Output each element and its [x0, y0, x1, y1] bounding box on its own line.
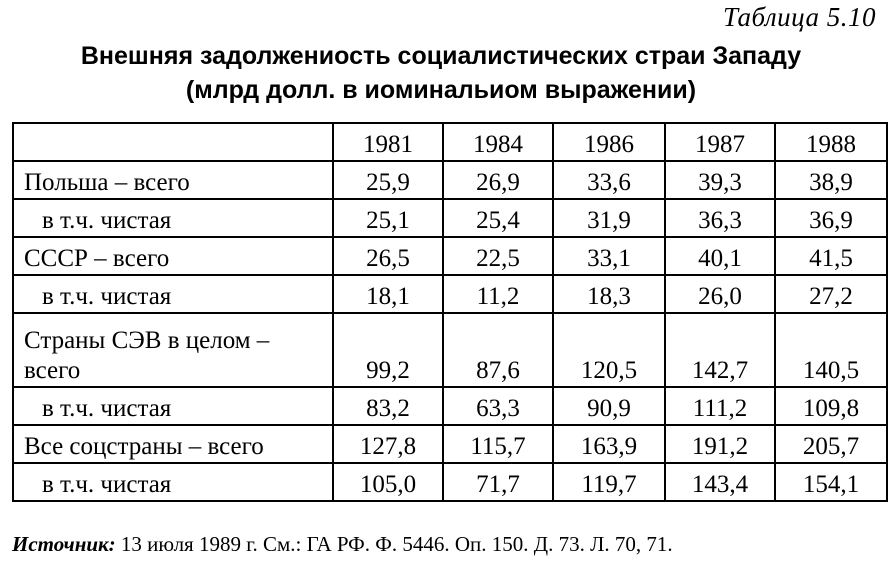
- table-title-line-1: Внешняя задолжениость социалистических страи Западу: [80, 42, 802, 70]
- table-row-ussr-total: [13, 237, 887, 275]
- row-label-line-1: Страны СЭВ в целом –: [24, 327, 270, 354]
- table-cell: 115,7: [443, 425, 553, 463]
- table-cell: 90,9: [553, 387, 665, 425]
- table-cell: 31,9: [553, 199, 665, 237]
- table-cell: 18,3: [553, 275, 665, 313]
- row-label: Все соцстраны – всего: [13, 425, 333, 463]
- header-year-1987: 1987: [665, 123, 775, 161]
- table-cell: 18,1: [333, 275, 443, 313]
- table-cell: 109,8: [775, 387, 887, 425]
- header-corner-cell: [13, 123, 333, 161]
- table-cell: 205,7: [775, 425, 887, 463]
- table-cell: 25,9: [333, 161, 443, 199]
- table-cell: 143,4: [665, 463, 775, 501]
- row-label-line-2: всего: [24, 357, 81, 384]
- table-title-line-2: (млрд долл. в иоминальиом выражении): [185, 76, 697, 104]
- row-label: Польша – всего: [13, 161, 333, 199]
- table-row-poland-total: [13, 161, 887, 199]
- header-year-1986: 1986: [553, 123, 665, 161]
- table-cell: 119,7: [553, 463, 665, 501]
- table-cell: 26,5: [333, 237, 443, 275]
- header-year-1981: 1981: [333, 123, 443, 161]
- table-cell: 26,9: [443, 161, 553, 199]
- table-cell: 191,2: [665, 425, 775, 463]
- table-cell: 40,1: [665, 237, 775, 275]
- table-cell: 127,8: [333, 425, 443, 463]
- table-cell: 25,1: [333, 199, 443, 237]
- table-cell: 71,7: [443, 463, 553, 501]
- table-row-all-socialist-total: [13, 425, 887, 463]
- table-row-comecon-net: [13, 387, 887, 425]
- table-cell: 111,2: [665, 387, 775, 425]
- row-label: [13, 313, 333, 387]
- table-cell: 99,2: [333, 313, 443, 387]
- table-cell: 120,5: [553, 313, 665, 387]
- table-cell: 33,6: [553, 161, 665, 199]
- table-row-ussr-net: [13, 275, 887, 313]
- table-cell: 11,2: [443, 275, 553, 313]
- header-year-1984: 1984: [443, 123, 553, 161]
- debt-table: [12, 122, 888, 502]
- table-row-poland-net: [13, 199, 887, 237]
- table-cell: 163,9: [553, 425, 665, 463]
- table-cell: 41,5: [775, 237, 887, 275]
- table-cell: 83,2: [333, 387, 443, 425]
- table-cell: 36,9: [775, 199, 887, 237]
- table-cell: 39,3: [665, 161, 775, 199]
- row-label: в т.ч. чистая: [13, 463, 333, 501]
- source-text: 13 июля 1989 г. См.: ГА РФ. Ф. 5446. Оп. 150. Д. 73. Л. 70, 71.: [115, 532, 673, 556]
- table-cell: 33,1: [553, 237, 665, 275]
- table-cell: 36,3: [665, 199, 775, 237]
- row-label: в т.ч. чистая: [13, 275, 333, 313]
- table-cell: 87,6: [443, 313, 553, 387]
- row-label: СССР – всего: [13, 237, 333, 275]
- source-note: [12, 532, 673, 557]
- header-year-1988: 1988: [775, 123, 887, 161]
- table-cell: 38,9: [775, 161, 887, 199]
- table-cell: 154,1: [775, 463, 887, 501]
- table-row-all-socialist-net: [13, 463, 887, 501]
- table-cell: 63,3: [443, 387, 553, 425]
- table-cell: 22,5: [443, 237, 553, 275]
- table-cell: 27,2: [775, 275, 887, 313]
- table-cell: 105,0: [333, 463, 443, 501]
- table-cell: 140,5: [775, 313, 887, 387]
- table-cell: 142,7: [665, 313, 775, 387]
- row-label: в т.ч. чистая: [13, 199, 333, 237]
- row-label: в т.ч. чистая: [13, 387, 333, 425]
- source-label: Источник:: [12, 532, 116, 556]
- table-cell: 26,0: [665, 275, 775, 313]
- table-header-row: [13, 123, 887, 161]
- table-number-label: Таблица 5.10: [722, 2, 876, 32]
- table-cell: 25,4: [443, 199, 553, 237]
- table-row-comecon-total: [13, 313, 887, 387]
